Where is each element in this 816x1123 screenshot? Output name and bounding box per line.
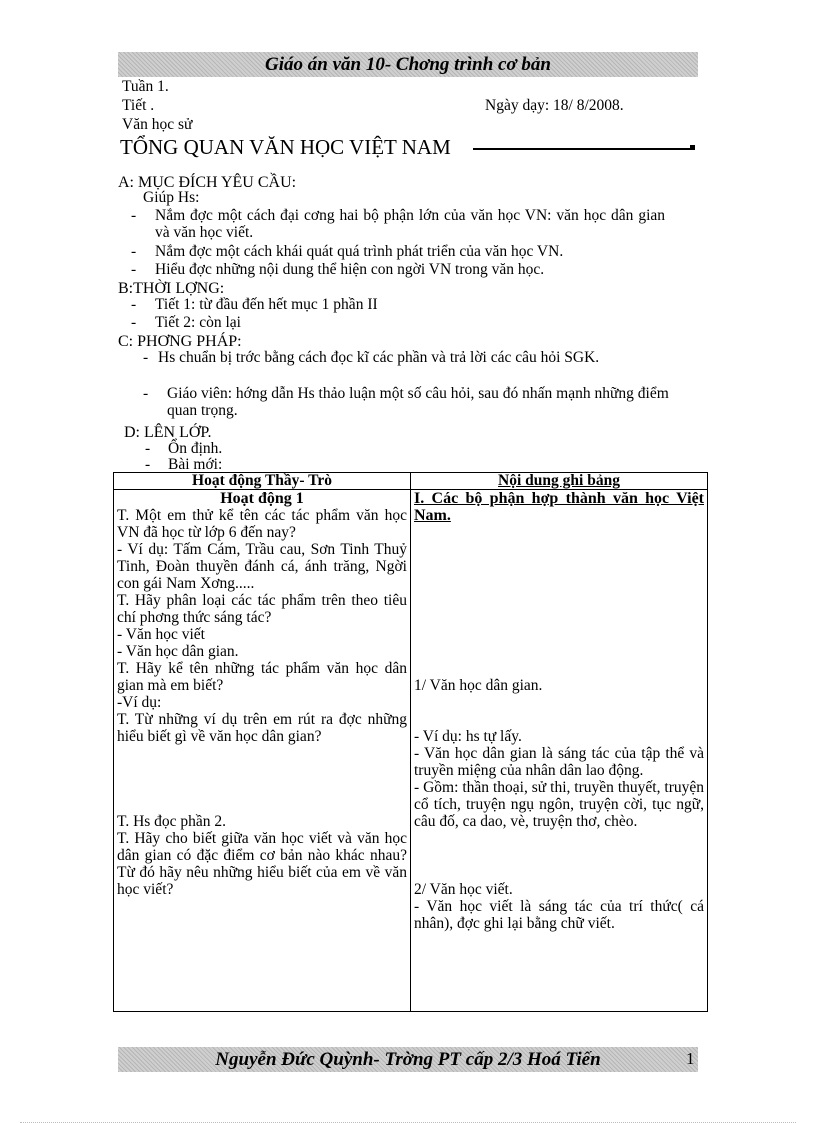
section-c-heading: C: PHƠNG PHÁP: (118, 333, 242, 350)
content-heading: I. Các bộ phận hợp thành văn học Việt Nam. (414, 490, 704, 524)
activity-text: T. Hãy cho biết giữa văn học viết và văn học dân gian có đặc điểm cơ bản nào khác nhau? Từ đó hãy nêu những hiểu biết của em về văn học viết? (117, 830, 407, 898)
lesson-table (113, 472, 708, 1012)
section-d-item: Bài mới: (168, 456, 223, 473)
bullet-dash: - (131, 296, 137, 313)
bullet-dash: - (143, 385, 149, 402)
bullet-dash: - (131, 314, 137, 331)
table-header-activities: Hoạt động Thầy- Trò (114, 473, 411, 490)
week-label: Tuần 1. (122, 78, 169, 95)
date-label: Ngày dạy: 18/ 8/2008. (485, 97, 624, 114)
section-c-item: Hs chuẩn bị trớc bằng cách đọc kĩ các phần và trả lời các câu hỏi SGK. (158, 349, 600, 366)
section-a-item: Nắm đợc một cách khái quát quá trình phát triển của văn học VN. (155, 243, 564, 260)
content-text: 2/ Văn học viết. (414, 881, 513, 898)
activity-text: - Ví dụ: Tấm Cám, Trầu cau, Sơn Tinh Thuỷ Tinh, Đoàn thuyền đánh cá, ánh trăng, Ngời con gái Nam Xơng..... (117, 541, 407, 592)
bullet-dash: - (131, 261, 137, 278)
section-b-item: Tiết 1: từ đầu đến hết mục 1 phần II (155, 296, 378, 313)
content-text: - Ví dụ: hs tự lấy. (414, 728, 522, 745)
section-d-item: Ổn định. (168, 440, 223, 457)
bullet-dash: - (131, 207, 137, 224)
bullet-dash: - (145, 456, 151, 473)
section-c-item: Giáo viên: hớng dẫn Hs thảo luận một số câu hỏi, sau đó nhấn mạnh những điểm quan trọng. (167, 385, 669, 419)
page-title: TỔNG QUAN VĂN HỌC VIỆT NAM (120, 135, 451, 159)
bullet-dash: - (131, 243, 137, 260)
content-text: 1/ Văn học dân gian. (414, 677, 543, 694)
title-dot (690, 145, 695, 150)
section-b-item: Tiết 2: còn lại (155, 314, 241, 331)
activity-text: T. Hãy phân loại các tác phẩm trên theo tiêu chí phơng thức sáng tác? (117, 592, 407, 626)
activity-text: T. Hãy kể tên những tác phẩm văn học dân gian mà em biết? (117, 660, 407, 694)
period-label: Tiết . (122, 97, 155, 114)
subject-label: Văn học sử (122, 116, 193, 133)
section-b-heading: B:THỜI LỢNG: (118, 280, 225, 297)
footer-band: Nguyễn Đức Quỳnh- Trờng PT cấp 2/3 Hoá Tiến (118, 1047, 698, 1072)
section-a-intro: Giúp Hs: (143, 189, 200, 206)
bullet-dash: - (145, 440, 151, 457)
section-d-heading: D: LÊN LỚP. (124, 424, 212, 441)
activity-text: T. Hs đọc phần 2. (117, 813, 227, 830)
page-number: 1 (686, 1049, 695, 1068)
bullet-dash: - (143, 349, 149, 366)
section-a-item: Nắm đợc một cách đại cơng hai bộ phận lớn của văn học VN: văn học dân gian và văn học viết. (155, 207, 665, 241)
activity-text: - Văn học dân gian. (117, 643, 239, 660)
title-underline (473, 148, 691, 150)
content-cell (411, 490, 708, 1012)
header-band: Giáo án văn 10- Chơng trình cơ bản (118, 52, 698, 77)
section-a-heading: A: MỤC ĐÍCH YÊU CẦU: (118, 174, 297, 191)
table-header-content: Nội dung ghi bảng (411, 473, 708, 490)
content-text: - Văn học dân gian là sáng tác của tập thể và truyền miệng của nhân dân lao động. (414, 745, 704, 779)
activity-text: T. Từ những ví dụ trên em rút ra đợc những hiểu biết gì về văn học dân gian? (117, 711, 407, 745)
activities-cell (114, 490, 411, 1012)
content-text: - Văn học viết là sáng tác của trí thức( cá nhân), đợc ghi lại bằng chữ viết. (414, 898, 704, 932)
activity-title: Hoạt động 1 (220, 490, 304, 507)
activity-text: T. Một em thử kể tên các tác phẩm văn học VN đã học từ lớp 6 đến nay? (117, 507, 407, 541)
content-text: - Gồm: thần thoại, sử thi, truyền thuyết, truyện cổ tích, truyện ngụ ngôn, truyện cời, tục ngữ, câu đố, ca dao, vè, truyện thơ, chèo. (414, 779, 704, 830)
section-a-item: Hiểu đợc những nội dung thể hiện con ngời VN trong văn học. (155, 261, 545, 278)
activity-text: -Ví dụ: (117, 694, 162, 711)
activity-text: - Văn học viết (117, 626, 205, 643)
